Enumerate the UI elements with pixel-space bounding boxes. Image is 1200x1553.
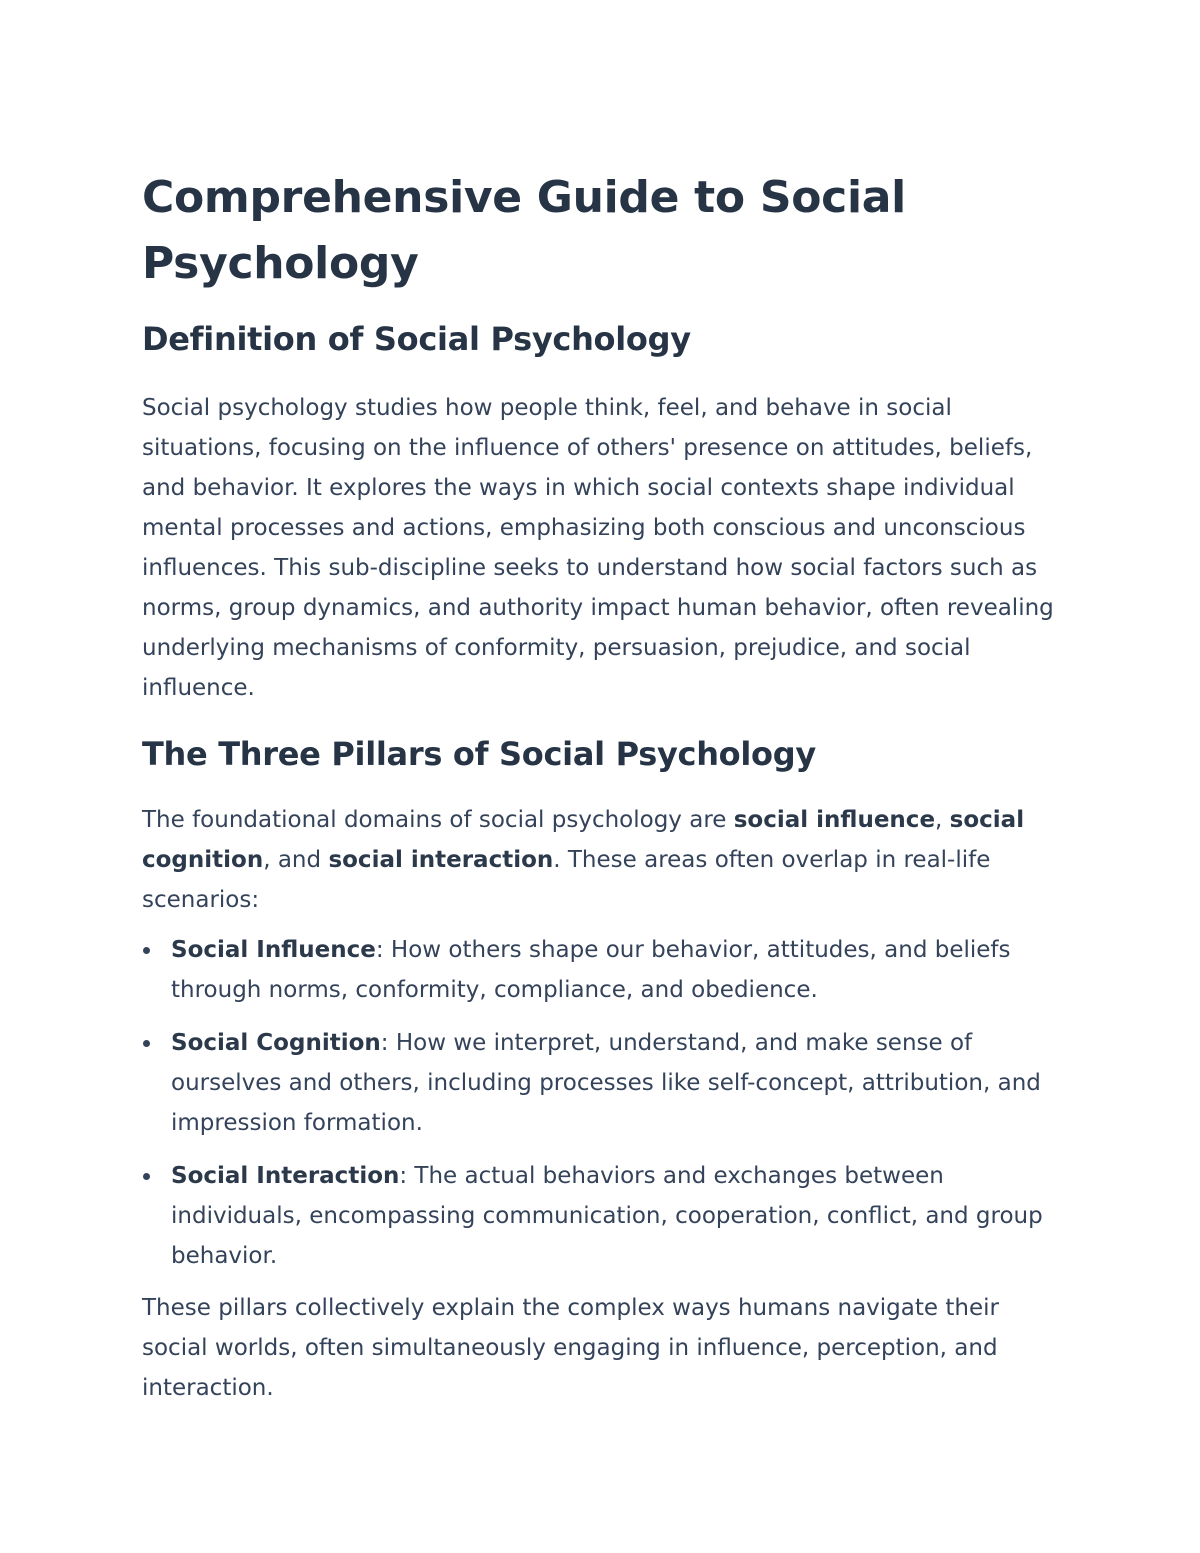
- list-item-term: Social Interaction: [171, 1163, 400, 1189]
- intro-term-social-interaction: social interaction: [328, 847, 554, 873]
- closing-paragraph: These pillars collectively explain the complex ways humans navigate their social worlds, often simultaneously engaging in influence, perception, and interaction.: [142, 1295, 999, 1401]
- intro-text-before: The foundational domains of social psychology are: [142, 807, 734, 833]
- bullet-icon: [143, 947, 150, 954]
- list-item-social-interaction: [142, 1156, 1060, 1276]
- intro-text-after: . These areas often overlap in real-life scenarios:: [142, 847, 991, 913]
- page-title: Comprehensive Guide to Social Psychology: [142, 172, 906, 289]
- list-item-text: : How others shape our behavior, attitudes, and beliefs through norms, conformity, compliance, and obedience.: [171, 937, 1011, 1003]
- list-item-text: : How we interpret, understand, and make sense of ourselves and others, including processes like self-concept, attribution, and impression formation.: [171, 1030, 1041, 1136]
- pillars-intro-paragraph: [142, 800, 1060, 920]
- list-item-social-cognition: [142, 1023, 1060, 1143]
- bullet-icon: [143, 1040, 150, 1047]
- list-item-term: Social Cognition: [171, 1030, 381, 1056]
- list-item-text: : The actual behaviors and exchanges between individuals, encompassing communication, cooperation, conflict, and group behavior.: [171, 1163, 1043, 1269]
- section-heading-definition: Definition of Social Psychology: [142, 320, 691, 358]
- definition-paragraph: Social psychology studies how people think, feel, and behave in social situations, focusing on the influence of others' presence on attitudes, beliefs, and behavior. It explores the ways in which social contexts shape individual mental processes and actions, emphasizing both conscious and unconscious influences. This sub-discipline seeks to understand how social factors such as norms, group dynamics, and authority impact human behavior, often revealing underlying mechanisms of conformity, persuasion, prejudice, and social influence.: [142, 395, 1054, 701]
- pillars-list: [142, 930, 1060, 1276]
- intro-separator-2: , and: [263, 847, 329, 873]
- intro-term-social-influence: social influence: [733, 807, 936, 833]
- list-item-social-influence: [142, 930, 1060, 1010]
- intro-term-social-cognition: social cognition: [142, 807, 1025, 873]
- section-heading-pillars: The Three Pillars of Social Psychology: [142, 735, 816, 773]
- list-item-term: Social Influence: [171, 937, 376, 963]
- intro-separator-1: ,: [935, 807, 950, 833]
- bullet-icon: [143, 1173, 150, 1180]
